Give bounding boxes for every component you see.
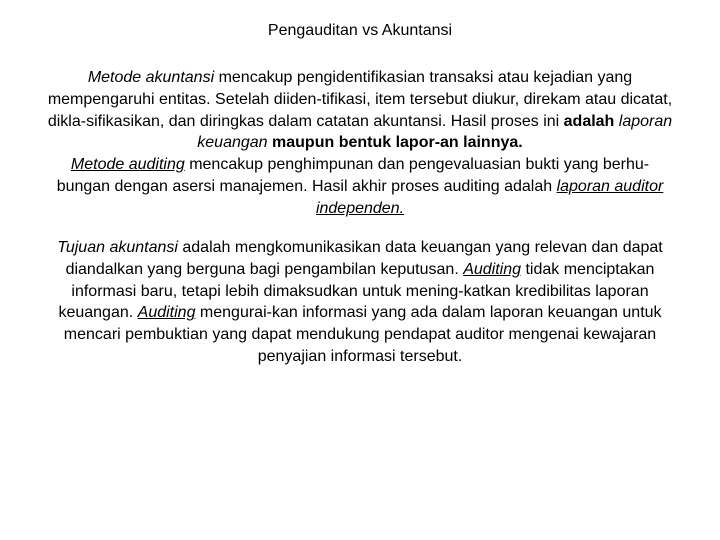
text-segment: tidak menciptakan informasi baru, tetapi lebih dimaksudkan untuk mening-katkan kredibilitas laporan keuangan. bbox=[58, 260, 655, 322]
text-segment: adalah mengkomunikasikan data keuangan yang relevan dan dapat diandalkan yang berguna bagi pengambilan keputusan. bbox=[65, 239, 663, 278]
term-metode-akuntansi: Metode akuntansi bbox=[87, 69, 215, 86]
term-laporan-auditor-independen: laporan auditor independen. bbox=[315, 177, 664, 217]
term-tujuan-akuntansi: Tujuan akuntansi bbox=[57, 239, 178, 256]
term-metode-auditing: Metode auditing bbox=[70, 156, 185, 174]
term-auditing: Auditing bbox=[463, 260, 522, 278]
text-segment: mencakup penghimpunan dan pengevaluasian bukti yang berhu-bungan dengan asersi manajemen. Hasil akhir proses auditing adalah bbox=[56, 156, 650, 195]
term-auditing: Auditing bbox=[137, 304, 196, 322]
slide-title: Pengauditan vs Akuntansi bbox=[267, 22, 453, 39]
paragraph-objectives bbox=[46, 237, 674, 368]
term-laporan-keuangan: laporan keuangan bbox=[197, 112, 673, 152]
text-bold-segment: maupun bentuk lapor-an lainnya. bbox=[267, 134, 523, 152]
text-segment: mengurai-kan informasi yang ada dalam laporan keuangan untuk mencari pembuktian yang dapat mendukung pendapat auditor mengenai kewajaran penyajian informasi tersebut. bbox=[63, 304, 662, 365]
text-segment: mencakup pengidentifikasian transaksi atau kejadian yang mempengaruhi entitas. Setelah diiden-tifikasi, item tersebut diukur, direkam atau dicatat, dikla-sifikasikan, dan diringkas dalam catatan akuntansi. Hasil proses ini bbox=[47, 69, 673, 130]
text-bold-adalah: adalah bbox=[563, 112, 615, 130]
paragraph-methods bbox=[46, 67, 674, 220]
